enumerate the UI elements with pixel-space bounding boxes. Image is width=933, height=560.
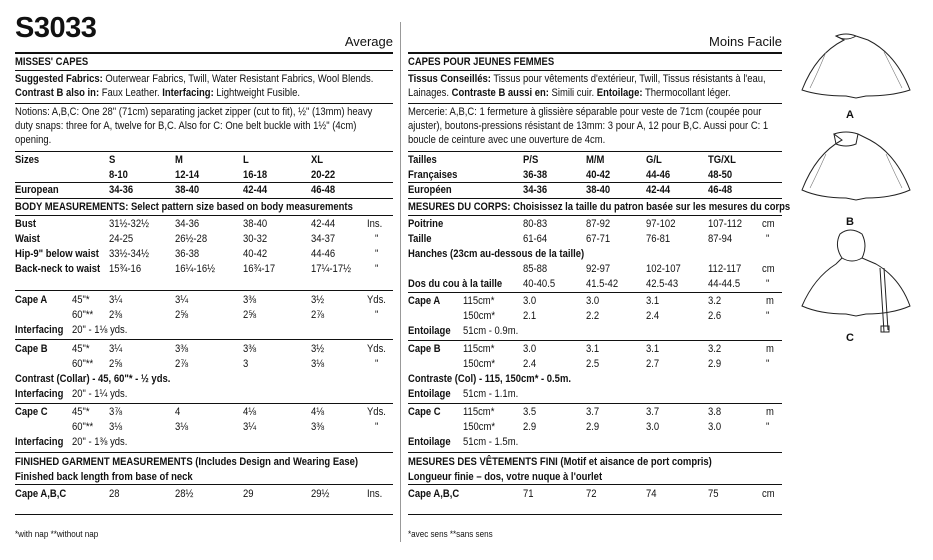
cape-b-row-fr: Cape B 115cm* 3.0 3.1 3.1 3.2 m xyxy=(408,343,774,355)
cape-c-illustration xyxy=(796,228,916,338)
hanches-label: Hanches (23cm au-dessous de la taille) xyxy=(408,248,585,260)
notions-line-1-fr: Mercerie: A,B,C: 1 fermeture à glissière séparable pour veste de 71cm (coupée pour xyxy=(408,106,762,118)
european-sizes-row-fr: Européen 34-36 38-40 42-44 46-48 xyxy=(408,184,733,196)
cape-a-illustration xyxy=(796,32,916,114)
finished-title-fr: MESURES DES VÊTEMENTS FINI (Motif et aisance de port compris) xyxy=(408,456,712,468)
french-column xyxy=(408,0,791,500)
cape-b-row: 60"** 2⅝ 2⅞ 3 3⅛ " xyxy=(72,358,379,370)
body-row: Waist 24-25 26½-28 30-32 34-37 " xyxy=(15,233,379,245)
section-title: MISSES' CAPES xyxy=(15,56,89,68)
contrast-line-fr: Lainages. Contraste B aussi en: Simili cuir. Entoilage: Thermocollant léger. xyxy=(408,87,731,99)
contrast-line: Contrast B also in: Faux Leather. Interfacing: Lightweight Fusible. xyxy=(15,87,300,99)
notions-line-2-fr: ajuster), boutons-pressions résistant de 13mm: 3 pour A, 12 pour B,C. Aussi pour C: 1 xyxy=(408,120,769,132)
cape-c-row-fr: Cape C 115cm* 3.5 3.7 3.7 3.8 m xyxy=(408,406,774,418)
body-row-fr: Poitrine 80-83 87-92 97-102 107-112 cm xyxy=(408,218,775,230)
body-row: Back-neck to waist 15¾-16 16¼-16½ 16¾-17 17¼-17½ " xyxy=(15,263,379,275)
view-label-a: A xyxy=(846,109,854,121)
cape-c-row-fr: 150cm* 2.9 2.9 3.0 3.0 " xyxy=(463,421,770,433)
cape-a-row-fr: Cape A 115cm* 3.0 3.0 3.1 3.2 m xyxy=(408,295,774,307)
size-numbers-row: 8-10 12-14 16-18 20-22 xyxy=(109,169,336,181)
notions-line-2: duty snaps: three for A, twelve for B,C. Also for C: One belt buckle with 1½" (4cm) xyxy=(15,120,357,132)
notions-line-1: Notions: A,B,C: One 28" (71cm) separating jacket zipper (cut to fit), ½" (13mm) heavy xyxy=(15,106,373,118)
francaises-row: Françaises 36-38 40-42 44-46 48-50 xyxy=(408,169,733,181)
difficulty-label: Average xyxy=(344,34,393,49)
cape-b-contrast-fr: Contraste (Col) - 115, 150cm* - 0.5m. xyxy=(408,373,571,385)
fabrics-line-fr: Tissus Conseillés: Tissus pour vêtements d'extérieur, Twill, Tissus résistants à l'eau, xyxy=(408,73,766,85)
difficulty-label-fr: Moins Facile xyxy=(709,34,782,49)
dos-row: Dos du cou à la taille 40-40.5 41.5-42 42.5-43 44-44.5 " xyxy=(408,278,770,290)
cape-b-row: Cape B 45"* 3¼ 3⅜ 3⅜ 3½ Yds. xyxy=(15,343,386,355)
finished-subtitle-fr: Longueur finie – dos, votre nuque à l'ourlet xyxy=(408,471,603,483)
cape-a-row: Cape A 45"* 3¼ 3¼ 3⅜ 3½ Yds. xyxy=(15,294,386,306)
fabrics-line: Suggested Fabrics: Outerwear Fabrics, Twill, Water Resistant Fabrics, Wool Blends. xyxy=(15,73,374,85)
body-measurements-title: BODY MEASUREMENTS: Select pattern size based on body measurements xyxy=(15,201,353,213)
view-label-c: C xyxy=(846,332,854,344)
body-row-fr: Taille 61-64 67-71 76-81 87-94 " xyxy=(408,233,770,245)
finished-title: FINISHED GARMENT MEASUREMENTS (Includes Design and Wearing Ease) xyxy=(15,456,359,468)
cape-a-interfacing: Interfacing 20" - 1⅛ yds. xyxy=(15,324,128,336)
body-row: Hip-9" below waist 33½-34½ 36-38 40-42 44-46 " xyxy=(15,248,379,260)
cape-c-interfacing: Interfacing 20" - 1⅜ yds. xyxy=(15,436,128,448)
cape-a-entoilage: Entoilage 51cm - 0.9m. xyxy=(408,325,519,337)
notions-line-3-fr: boucle de ceinture avec une ouverture de 4cm. xyxy=(408,134,606,146)
footnote-fr: *avec sens **sans sens xyxy=(408,529,493,539)
finished-row-fr: Cape A,B,C 71 72 74 75 cm xyxy=(408,488,775,500)
pattern-number: S3033 xyxy=(15,12,97,44)
cape-c-entoilage: Entoilage 51cm - 1.5m. xyxy=(408,436,519,448)
cape-c-row: 60"** 3⅛ 3⅛ 3¼ 3⅜ " xyxy=(72,421,379,433)
cape-a-row: 60"** 2⅜ 2⅝ 2⅝ 2⅞ " xyxy=(72,309,379,321)
body-row: Bust 31½-32½ 34-36 38-40 42-44 Ins. xyxy=(15,218,383,230)
sizes-row-fr: Tailles P/S M/M G/L TG/XL xyxy=(408,154,736,166)
notions-line-3: opening. xyxy=(15,134,52,146)
sizes-row: Sizes S M L XL xyxy=(15,154,324,166)
finished-subtitle: Finished back length from base of neck xyxy=(15,471,193,483)
cape-b-illustration xyxy=(796,128,916,214)
european-sizes-row: European 34-36 38-40 42-44 46-48 xyxy=(15,184,336,196)
english-column xyxy=(15,0,393,500)
cape-c-row: Cape C 45"* 3⅞ 4 4⅛ 4⅛ Yds. xyxy=(15,406,386,418)
cape-b-interfacing: Interfacing 20" - 1¼ yds. xyxy=(15,388,128,400)
footnote-en: *with nap **without nap xyxy=(15,529,99,539)
body-measurements-title-fr: MESURES DU CORPS: Choisissez la taille du patron basée sur les mesures du corps xyxy=(408,201,791,213)
hanches-row: 85-88 92-97 102-107 112-117 cm xyxy=(523,263,775,275)
view-label-b: B xyxy=(846,216,854,228)
cape-b-entoilage: Entoilage 51cm - 1.1m. xyxy=(408,388,519,400)
finished-row: Cape A,B,C 28 28½ 29 29½ Ins. xyxy=(15,488,383,500)
column-divider xyxy=(400,22,401,542)
cape-b-row-fr: 150cm* 2.4 2.5 2.7 2.9 " xyxy=(463,358,770,370)
cape-b-contrast: Contrast (Collar) - 45, 60"* - ½ yds. xyxy=(15,373,171,385)
section-title-fr: CAPES POUR JEUNES FEMMES xyxy=(408,56,555,68)
cape-a-row-fr: 150cm* 2.1 2.2 2.4 2.6 " xyxy=(463,310,770,322)
